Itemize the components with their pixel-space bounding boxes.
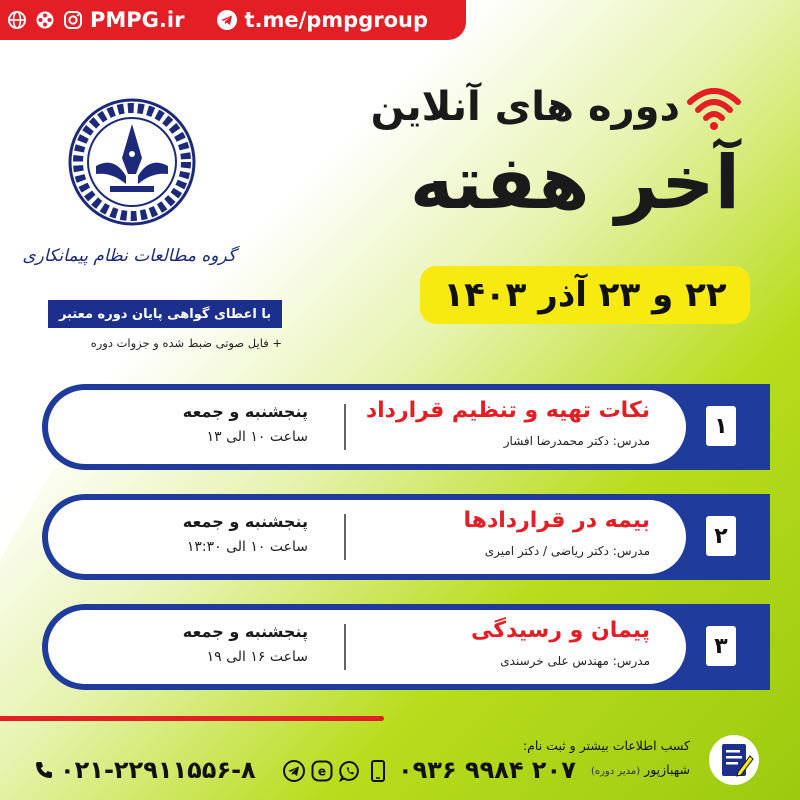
organization-logo (66, 96, 198, 228)
telegram-icon (216, 9, 238, 31)
telegram-link-group[interactable] (210, 8, 428, 32)
certificate-badge: با اعطای گواهی پایان دوره معتبر (48, 300, 282, 328)
instagram-icon[interactable] (62, 9, 84, 31)
telegram-link[interactable]: t.me/pmpgroup (244, 8, 429, 32)
course-teacher: مدرس: مهندس علی خرسندی (500, 654, 650, 668)
course-card[interactable] (42, 384, 770, 470)
contact-person (591, 762, 690, 777)
course-number: ۱ (706, 406, 736, 446)
course-days: پنجشنبه و جمعه (182, 512, 308, 531)
registration-label: کسب اطلاعات بیشتر و ثبت نام: (522, 738, 690, 753)
course-divider (344, 404, 346, 450)
globe-icon[interactable] (6, 9, 28, 31)
mobile-phone-icon (366, 759, 390, 783)
course-hours: ساعت ۱۰ الی ۱۳ (206, 429, 308, 445)
date-text: ۲۲ و ۲۳ آذر ۱۴۰۳ (443, 275, 727, 315)
film-reel-icon[interactable] (34, 9, 56, 31)
course-title: نکات تهیه و تنظیم قرارداد (365, 398, 650, 423)
course-hours: ساعت ۱۰ الی ۱۳:۳۰ (186, 539, 308, 555)
course-divider (344, 514, 346, 560)
course-teacher: مدرس: دکتر محمدرضا افشار (503, 434, 650, 448)
course-title: پیمان و رسیدگی (470, 618, 650, 643)
headline-line-1: دوره های آنلاین (370, 84, 680, 130)
course-number: ۳ (706, 626, 736, 666)
mobile-number[interactable]: ۰۹۳۶ ۹۹۸۴ ۲۰۷ (398, 756, 576, 784)
headline-line-2: آخر هفته (409, 140, 740, 226)
website-link[interactable]: PMPG.ir (90, 8, 185, 32)
whatsapp-icon[interactable] (338, 759, 362, 783)
phone-icon (34, 760, 54, 780)
top-bar (0, 0, 466, 40)
extras-note: + فایل صوتی ضبط شده و جزوات دوره (90, 336, 282, 350)
svg-text:e: e (317, 764, 327, 779)
landline-number[interactable]: ۰۲۱-۲۲۹۱۱۵۵۶-۸ (60, 756, 256, 784)
course-days: پنجشنبه و جمعه (182, 402, 308, 421)
wifi-icon (686, 84, 742, 132)
eitaa-icon[interactable] (310, 759, 334, 783)
messenger-icons (282, 759, 390, 783)
date-badge (420, 266, 750, 324)
course-title: بیمه در قراردادها (463, 508, 650, 533)
telegram-icon[interactable] (282, 759, 306, 783)
course-hours: ساعت ۱۶ الی ۱۹ (206, 649, 308, 665)
course-teacher: مدرس: دکتر ریاضی / دکتر امیری (484, 544, 650, 558)
course-card[interactable] (42, 494, 770, 580)
footer-divider (0, 716, 384, 721)
contact-name: شهبازپور (644, 762, 690, 777)
course-card[interactable] (42, 604, 770, 690)
logo-caption: گروه مطالعات نظام پیمانکاری (22, 246, 236, 266)
course-number: ۲ (706, 516, 736, 556)
course-divider (344, 624, 346, 670)
course-days: پنجشنبه و جمعه (182, 622, 308, 641)
contact-role: (مدیر دوره) (590, 766, 641, 777)
registration-form-icon (708, 734, 760, 786)
